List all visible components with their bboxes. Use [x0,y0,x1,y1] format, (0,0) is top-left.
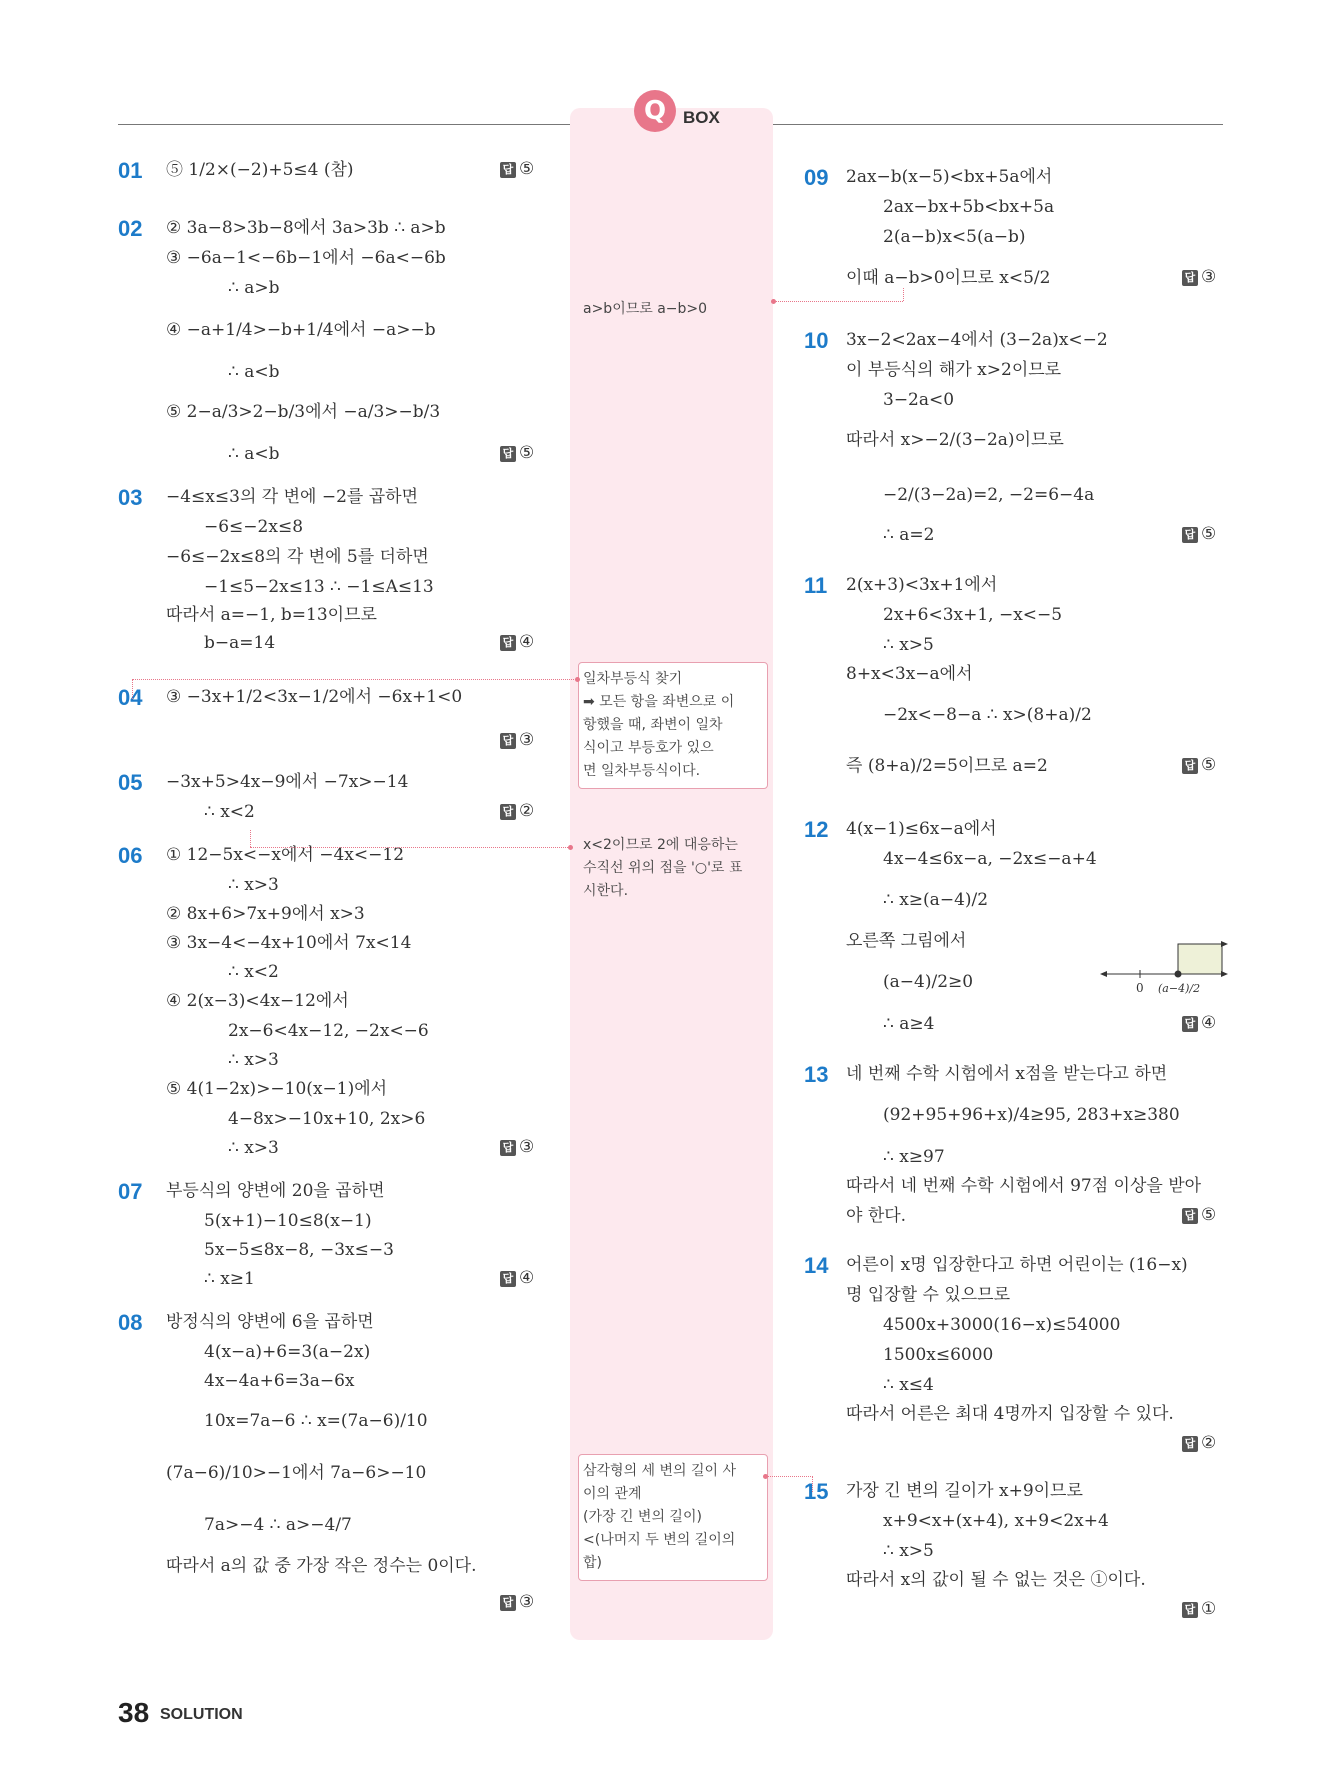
answer-badge-icon: 답 [500,804,516,820]
answer-value: ⑤ [1201,524,1217,544]
qbox-note-line: a>b이므로 a−b>0 [583,301,708,317]
solution-line: (92+95+96+x)/4≥95, 283+x≥380 [883,1105,1180,1125]
solution-line: 7a>−4 ∴ a>−4/7 [204,1515,352,1535]
number-line-shade [1178,944,1222,974]
problem-number: 05 [118,770,143,795]
solution-line: ③ −3x+1/2<3x−1/2에서 −6x+1<0 [166,687,463,707]
answer-value: ⑤ [519,159,535,179]
solution-line: ∴ a<b [228,444,280,464]
answer-mark [500,1592,534,1612]
answer-value: ⑤ [1201,755,1217,775]
solution-line: 4−8x>−10x+10, 2x>6 [228,1109,426,1129]
qbox-note-line: 수직선 위의 점을 '○'로 표 [583,860,743,876]
answer-badge-icon: 답 [1182,527,1198,543]
answer-value: ③ [1201,267,1217,287]
solution-line: 오른쪽 그림에서 [846,931,967,951]
answer-value: ② [519,801,535,821]
solution-line: ∴ x>5 [883,635,934,655]
qbox-note-line: <(나머지 두 변의 길이의 [583,1532,736,1548]
page-number: 38 [118,1697,150,1728]
connector-dot [763,1474,768,1479]
answer-badge-icon: 답 [1182,270,1198,286]
solution-line: ∴ x≤4 [883,1375,934,1395]
answer-mark [500,443,534,463]
solution-line: 따라서 a의 값 중 가장 작은 정수는 0이다. [166,1556,477,1576]
qbox-note-line: 항했을 때, 좌변이 일차 [583,717,723,733]
solution-line: b−a=14 [204,633,276,653]
solution-line: ① 12−5x<−x에서 −4x<−12 [166,845,405,865]
solution-line: ⑤ 2−a/3>2−b/3에서 −a/3>−b/3 [166,402,441,422]
answer-badge-icon: 답 [1182,1016,1198,1032]
solution-line: ⑤ 4(1−2x)>−10(x−1)에서 [166,1079,388,1099]
solution-line: 따라서 a=−1, b=13이므로 [166,605,377,625]
qbox-note-line: ➡ 모든 항을 좌변으로 이 [583,694,735,710]
solution-line: ③ −6a−1<−6b−1에서 −6a<−6b [166,248,446,268]
problem-number: 09 [804,165,829,190]
solution-line: ∴ x>5 [883,1541,934,1561]
number-line-zero: 0 [1136,981,1144,995]
solution-line: ∴ x>3 [228,1138,279,1158]
qbox-note-line: 시한다. [583,883,629,899]
qbox-label: BOX [683,108,720,127]
solution-line: 따라서 x의 값이 될 수 없는 것은 ①이다. [846,1570,1146,1590]
number-line-point: (a−4)/2 [1158,982,1201,995]
solution-line: ∴ x≥(a−4)/2 [883,890,989,910]
problem-number: 10 [804,328,829,353]
solution-line: 5x−5≤8x−8, −3x≤−3 [204,1240,394,1260]
qbox-note-line: x<2이므로 2에 대응하는 [583,837,738,853]
answer-mark [1182,267,1216,287]
solution-label: SOLUTION [160,1706,243,1723]
solution-line: 1500x≤6000 [883,1345,994,1365]
solution-line: ∴ x>3 [228,875,279,895]
solution-line: −1≤5−2x≤13 ∴ −1≤A≤13 [204,577,434,597]
solution-line: 2(a−b)x<5(a−b) [883,227,1026,247]
solution-line: 즉 (8+a)/2=5이므로 a=2 [846,756,1048,776]
connector-dot [575,677,580,682]
solution-line: 방정식의 양변에 6을 곱하면 [166,1312,374,1332]
answer-mark [500,159,534,179]
solution-line: 2x+6<3x+1, −x<−5 [883,605,1063,625]
answer-badge-icon: 답 [500,1271,516,1287]
answer-badge-icon: 답 [500,1595,516,1611]
qbox-note-line: (가장 긴 변의 길이) [583,1509,702,1525]
problem-number: 11 [804,573,828,598]
solution-line: ∴ a≥4 [883,1014,935,1034]
qbox-note-line: 식이고 부등호가 있으 [583,740,714,756]
problem-number: 12 [804,817,829,842]
solution-line: ∴ a=2 [883,525,935,545]
solution-line: −6≤−2x≤8 [204,517,304,537]
answer-value: ② [1201,1433,1217,1453]
connector-15 [765,1476,813,1477]
solution-line: ∴ x<2 [228,962,279,982]
answer-value: ⑤ [519,443,535,463]
answer-value: ④ [519,632,535,652]
qbox-note-line: 삼각형의 세 변의 길이 사 [583,1463,737,1479]
solution-line: 2ax−bx+5b<bx+5a [883,197,1055,217]
answer-value: ③ [519,730,535,750]
solution-line: −6≤−2x≤8의 각 변에 5를 더하면 [166,547,429,567]
solution-line: x+9<x+(x+4), x+9<2x+4 [883,1511,1109,1531]
solution-line: ∴ x≥97 [883,1147,945,1167]
answer-value: ⑤ [1201,1205,1217,1225]
problem-number: 02 [118,216,143,241]
answer-badge-icon: 답 [1182,758,1198,774]
problem-number: 01 [118,158,143,183]
solution-line: ⑤ 1/2×(−2)+5≤4 (참) [166,160,354,180]
answer-mark [500,1137,534,1157]
solution-line: 8+x<3x−a에서 [846,664,973,684]
answer-badge-icon: 답 [500,162,516,178]
answer-mark [1182,524,1216,544]
answer-mark [500,632,534,652]
solution-line: 따라서 어른은 최대 4명까지 입장할 수 있다. [846,1404,1174,1424]
connector-09-v [903,288,904,301]
solution-line: 4(x−1)≤6x−a에서 [846,819,997,839]
solution-line: 이때 a−b>0이므로 x<5/2 [846,268,1051,288]
connector-15-v [812,1476,813,1492]
answer-mark [500,730,534,750]
answer-mark [1182,1013,1216,1033]
solution-line: (7a−6)/10>−1에서 7a−6>−10 [166,1463,427,1483]
connector-09 [773,301,903,302]
solution-line: ∴ a>b [228,278,280,298]
solution-line: 3−2a<0 [883,390,955,410]
problem-number: 07 [118,1179,143,1204]
solution-line: −2x<−8−a ∴ x>(8+a)/2 [883,705,1092,725]
solution-line: −3x+5>4x−9에서 −7x>−14 [166,772,409,792]
problem-number: 03 [118,485,143,510]
number-line-figure [1100,938,1230,1008]
qbox-logo: Q [634,90,676,132]
connector-05 [250,847,570,848]
problem-number: 13 [804,1062,829,1087]
answer-value: ④ [519,1268,535,1288]
qbox-note-line: 이의 관계 [583,1486,642,1502]
solution-line: 명 입장할 수 있으므로 [846,1285,1011,1305]
answer-mark [1182,755,1216,775]
solution-line: 2ax−b(x−5)<bx+5a에서 [846,167,1053,187]
connector-05-v [250,830,251,847]
top-rule-left [118,124,570,125]
answer-mark [500,1268,534,1288]
answer-value: ④ [1201,1013,1217,1033]
answer-badge-icon: 답 [500,1140,516,1156]
solution-line: 네 번째 수학 시험에서 x점을 받는다고 하면 [846,1064,1168,1084]
connector-04-v [132,679,133,699]
solution-line: ∴ x≥1 [204,1269,255,1289]
solution-line: 4x−4≤6x−a, −2x≤−a+4 [883,849,1097,869]
answer-badge-icon: 답 [1182,1436,1198,1452]
solution-line: ∴ x>3 [228,1050,279,1070]
solution-line: 10x=7a−6 ∴ x=(7a−6)/10 [204,1411,428,1431]
solution-line: ④ −a+1/4>−b+1/4에서 −a>−b [166,320,436,340]
solution-line: ② 8x+6>7x+9에서 x>3 [166,904,365,924]
solution-line: −4≤x≤3의 각 변에 −2를 곱하면 [166,487,419,507]
connector-dot [771,299,776,304]
solution-line: ∴ x<2 [204,802,255,822]
connector-dot [568,845,573,850]
qbox-note-line: 면 일차부등식이다. [583,763,701,779]
qbox-note-line: 합) [583,1555,602,1571]
answer-badge-icon: 답 [500,733,516,749]
solution-line: 2(x+3)<3x+1에서 [846,575,998,595]
answer-mark [1182,1599,1216,1619]
solution-line: 4(x−a)+6=3(a−2x) [204,1342,371,1362]
solution-line: 어른이 x명 입장한다고 하면 어린이는 (16−x) [846,1255,1188,1275]
answer-mark [1182,1433,1216,1453]
answer-badge-icon: 답 [500,635,516,651]
answer-value: ① [1201,1599,1217,1619]
answer-badge-icon: 답 [500,446,516,462]
connector-04 [132,679,578,680]
solution-line: ② 3a−8>3b−8에서 3a>3b ∴ a>b [166,218,446,238]
solution-line: ③ 3x−4<−4x+10에서 7x<14 [166,933,412,953]
problem-number: 06 [118,843,143,868]
solution-line: 5(x+1)−10≤8(x−1) [204,1211,372,1231]
solution-line: 3x−2<2ax−4에서 (3−2a)x<−2 [846,330,1108,350]
problem-number: 14 [804,1253,829,1278]
solution-line: −2/(3−2a)=2, −2=6−4a [883,485,1095,505]
solution-line: ∴ a<b [228,362,280,382]
answer-badge-icon: 답 [1182,1602,1198,1618]
solution-line: ④ 2(x−3)<4x−12에서 [166,991,349,1011]
problem-number: 04 [118,685,143,710]
answer-mark [500,801,534,821]
qbox-note-line: 일차부등식 찾기 [583,671,683,687]
solution-line: (a−4)/2≥0 [883,972,974,992]
solution-line: 부등식의 양변에 20을 곱하면 [166,1181,385,1201]
solution-line: 이 부등식의 해가 x>2이므로 [846,360,1062,380]
solution-line: 가장 긴 변의 길이가 x+9이므로 [846,1481,1083,1501]
solution-line: 따라서 x>−2/(3−2a)이므로 [846,430,1064,450]
solution-line: 2x−6<4x−12, −2x<−6 [228,1021,429,1041]
top-rule-right [773,124,1223,125]
answer-badge-icon: 답 [1182,1208,1198,1224]
solution-line: 4x−4a+6=3a−6x [204,1371,355,1391]
answer-mark [1182,1205,1216,1225]
problem-number: 15 [804,1479,829,1504]
answer-value: ③ [519,1137,535,1157]
solution-line: 따라서 네 번째 수학 시험에서 97점 이상을 받아 [846,1176,1202,1196]
solution-line: 야 한다. [846,1206,907,1226]
answer-value: ③ [519,1592,535,1612]
problem-number: 08 [118,1310,143,1335]
solution-line: 4500x+3000(16−x)≤54000 [883,1315,1121,1335]
